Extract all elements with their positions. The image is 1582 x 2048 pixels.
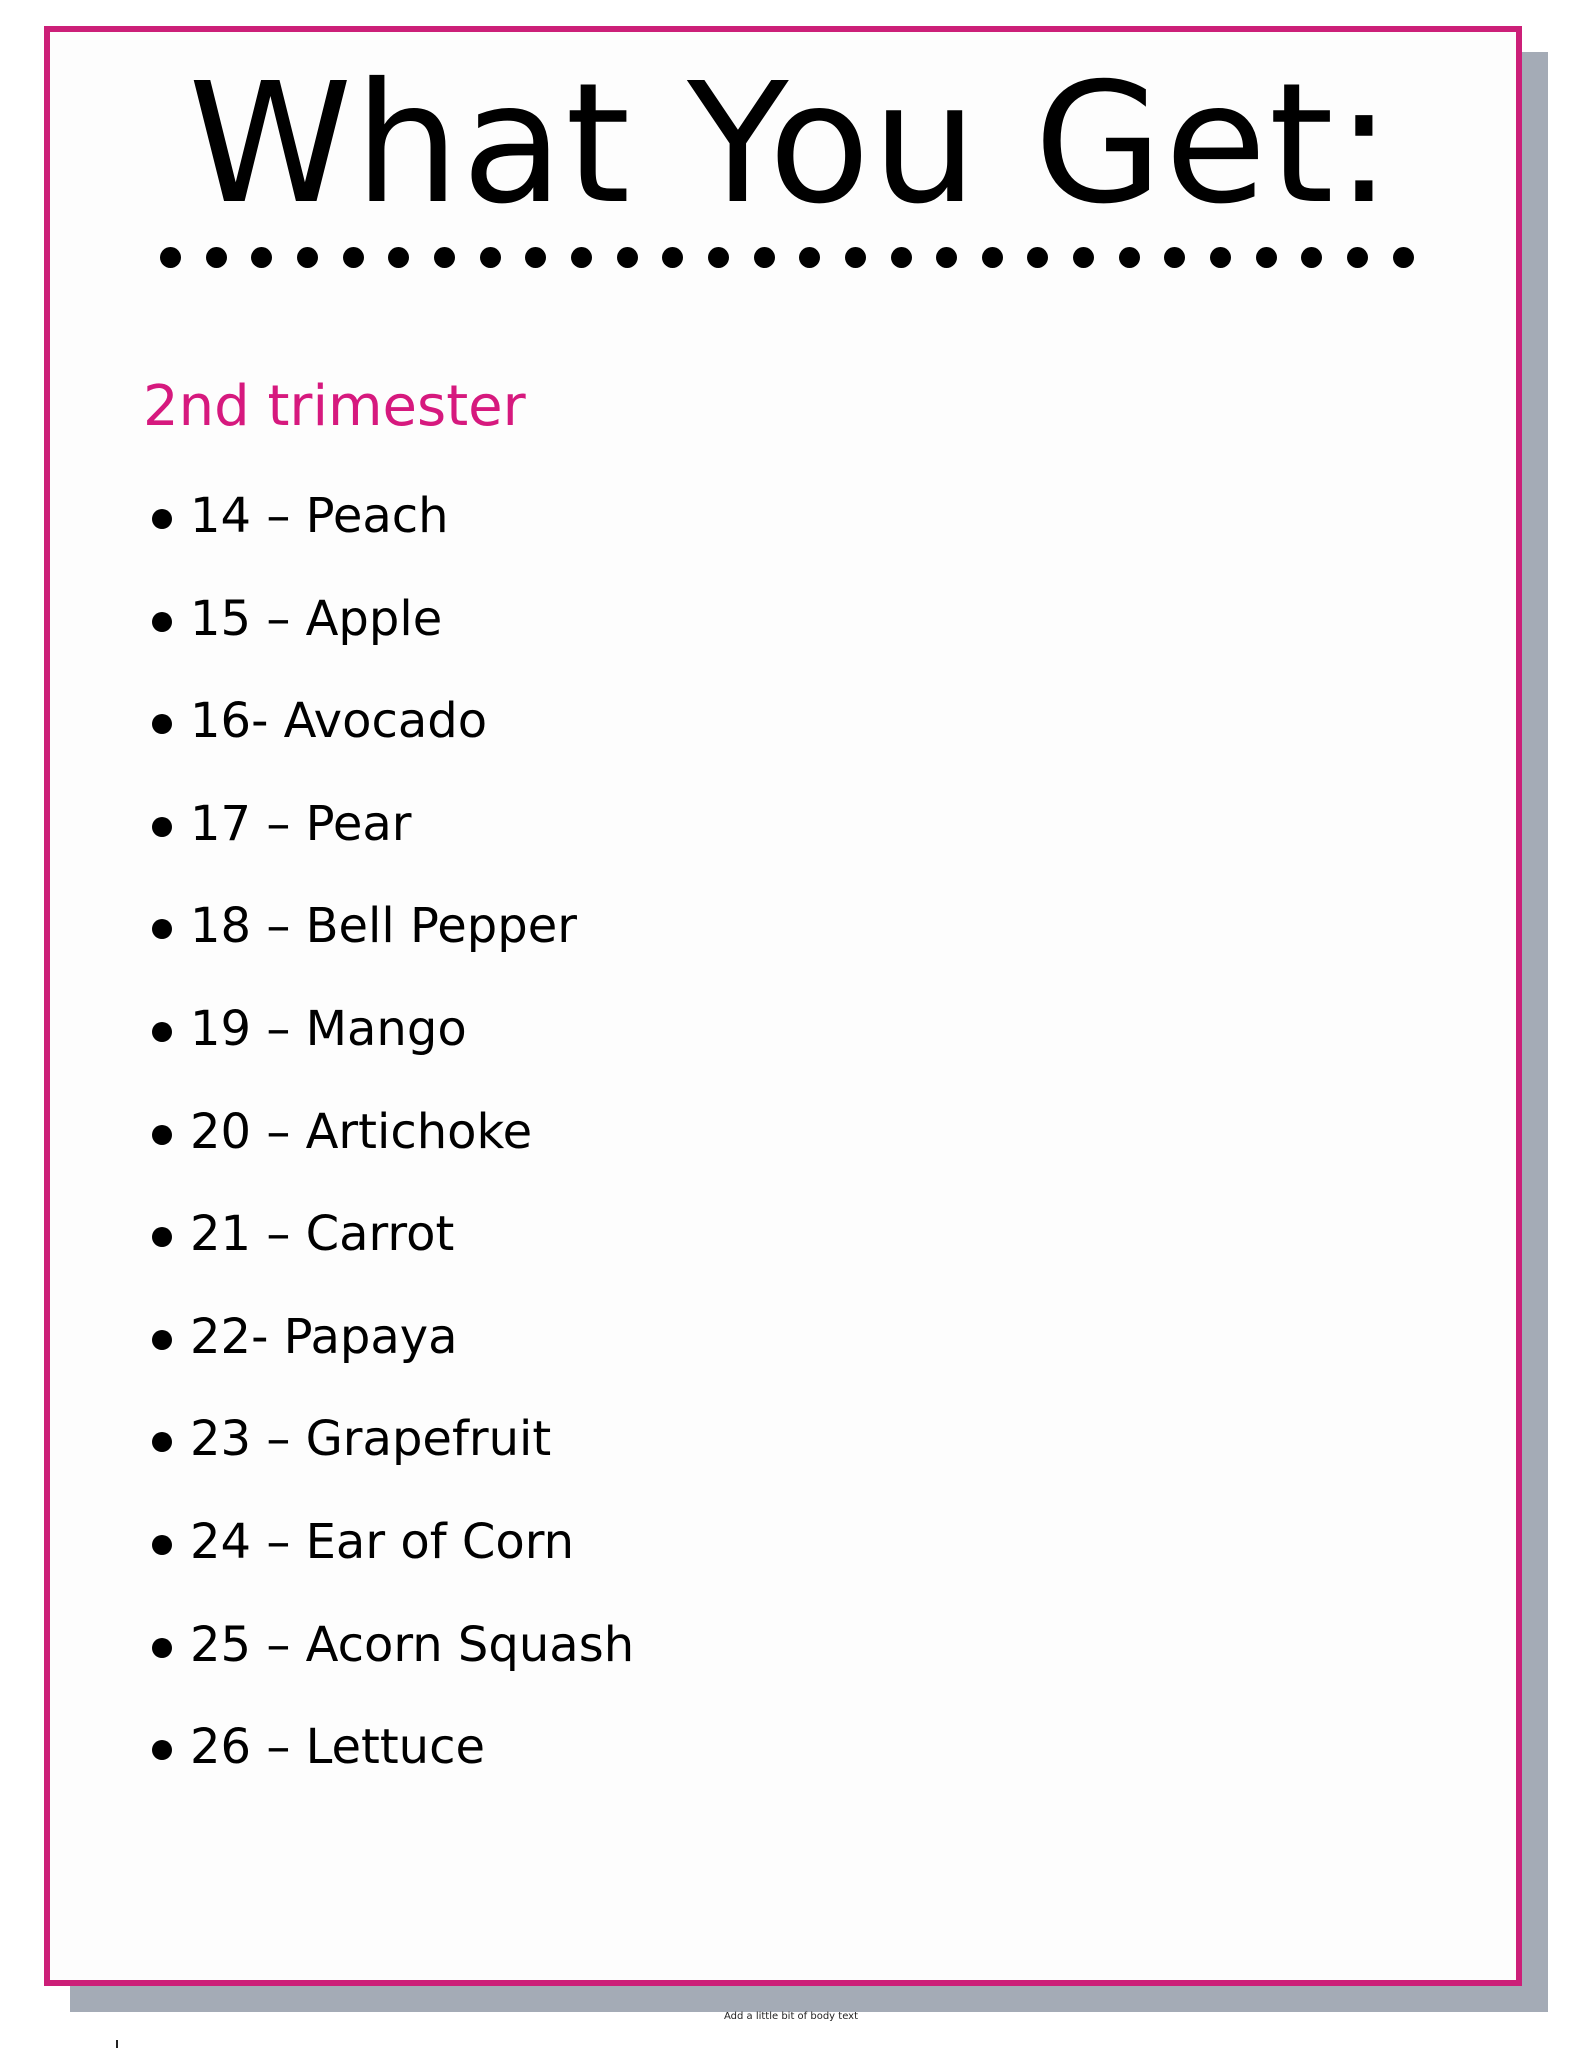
section-heading: 2nd trimester (143, 374, 526, 439)
list-item (152, 1405, 634, 1508)
list-item (152, 482, 634, 585)
footer-text: Add a little bit of body text (723, 2011, 859, 2022)
list-item (152, 1611, 634, 1714)
bullet-icon (152, 1740, 172, 1760)
bullet-icon (152, 1535, 172, 1555)
bullet-icon (152, 919, 172, 939)
divider-dot (480, 247, 501, 268)
list-item (152, 1098, 634, 1201)
divider-dot (1301, 247, 1322, 268)
bullet-icon (152, 1330, 172, 1350)
divider-dot (206, 247, 227, 268)
divider-dot (1347, 247, 1368, 268)
divider-dot (1210, 247, 1231, 268)
bullet-icon (152, 1022, 172, 1042)
page-mark (116, 2040, 118, 2048)
list-item (152, 1713, 634, 1816)
list-item-label: 17 – Pear (190, 795, 412, 852)
bullet-icon (152, 509, 172, 529)
list-item (152, 687, 634, 790)
list-item-label: 23 – Grapefruit (190, 1411, 552, 1468)
list-item-label: 16- Avocado (190, 693, 488, 750)
list-item (152, 892, 634, 995)
bullet-icon (152, 1125, 172, 1145)
list-item-label: 26 – Lettuce (190, 1719, 486, 1776)
list-item-label: 18 – Bell Pepper (190, 898, 577, 955)
list-item-label: 24 – Ear of Corn (190, 1513, 575, 1570)
divider-dot (891, 247, 912, 268)
divider-dot (982, 247, 1003, 268)
divider-dot (571, 247, 592, 268)
divider-dot (708, 247, 729, 268)
list-item (152, 790, 634, 893)
list-item-label: 15 – Apple (190, 590, 443, 647)
divider-dot (799, 247, 820, 268)
list-item-label: 19 – Mango (190, 1000, 467, 1057)
list-item-label: 22- Papaya (190, 1308, 458, 1365)
bullet-icon (152, 1227, 172, 1247)
divider-dot (388, 247, 409, 268)
divider-dot (297, 247, 318, 268)
fruit-list (152, 482, 634, 1816)
list-item-label: 20 – Artichoke (190, 1103, 533, 1160)
list-item (152, 1508, 634, 1611)
bullet-icon (152, 612, 172, 632)
divider-dot (1393, 247, 1414, 268)
divider-dot (434, 247, 455, 268)
divider-dot (845, 247, 866, 268)
divider-dot (754, 247, 775, 268)
page-title: What You Get: (188, 48, 1394, 241)
list-item-label: 25 – Acorn Squash (190, 1616, 635, 1673)
bullet-icon (152, 714, 172, 734)
list-item-label: 14 – Peach (190, 488, 449, 544)
list-item-label: 21 – Carrot (190, 1206, 455, 1263)
divider-dot (160, 247, 181, 268)
divider-dot (1073, 247, 1094, 268)
divider-dot (617, 247, 638, 268)
divider-dot (662, 247, 683, 268)
bullet-icon (152, 1638, 172, 1658)
divider-dot (1256, 247, 1277, 268)
list-item (152, 995, 634, 1098)
divider-dot (1027, 247, 1048, 268)
divider-dot (1119, 247, 1140, 268)
divider-dot (936, 247, 957, 268)
divider-dot (1164, 247, 1185, 268)
list-item (152, 1200, 634, 1303)
divider-dot (525, 247, 546, 268)
list-item (152, 1303, 634, 1406)
list-item (152, 585, 634, 688)
divider-dot (343, 247, 364, 268)
bullet-icon (152, 1432, 172, 1452)
dotted-divider (160, 246, 1414, 268)
bullet-icon (152, 817, 172, 837)
divider-dot (251, 247, 272, 268)
